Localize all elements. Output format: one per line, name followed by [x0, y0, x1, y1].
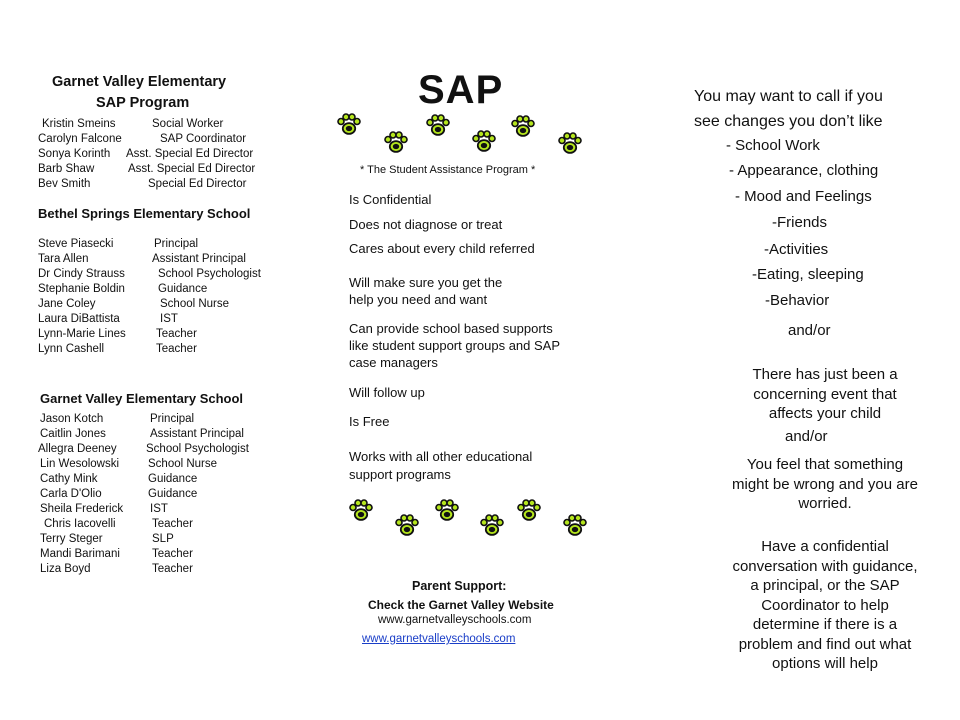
gv-school-title: Garnet Valley Elementary School — [40, 391, 244, 406]
staff-name: Carla D'Olio — [40, 488, 102, 500]
staff-role: Asst. Special Ed Director — [126, 148, 254, 160]
staff-row — [40, 547, 290, 562]
change-item: - Appearance, clothing — [729, 162, 879, 179]
paw-print-icon — [383, 130, 409, 156]
and-or-2: and/or — [785, 428, 828, 445]
staff-name: Lynn-Marie Lines — [38, 328, 126, 340]
staff-role: Principal — [154, 238, 199, 250]
bethel-school-title: Bethel Springs Elementary School — [38, 206, 251, 221]
sap-feature-5c: case managers — [349, 355, 438, 370]
staff-role: SAP Coordinator — [160, 133, 247, 145]
conversation-line: a principal, or the SAP — [750, 577, 900, 594]
sap-feature-6: Will follow up — [349, 385, 425, 400]
paw-print-icon — [434, 498, 460, 524]
change-item: -Eating, sleeping — [752, 266, 864, 283]
sap-title: SAP — [418, 68, 504, 112]
staff-role: School Nurse — [148, 458, 218, 470]
staff-name: Sonya Korinth — [38, 148, 111, 160]
parent-support-url: www.garnetvalleyschools.com — [378, 614, 532, 626]
sap-feature-8: Works with all other educational — [349, 449, 533, 464]
staff-role: IST — [150, 503, 168, 515]
staff-row — [38, 297, 288, 312]
staff-row — [40, 457, 290, 472]
parent-support-link[interactable]: www.garnetvalleyschools.com — [362, 633, 516, 645]
paw-print-icon — [425, 113, 451, 139]
staff-role: Guidance — [148, 488, 198, 500]
staff-role: Asst. Special Ed Director — [128, 163, 256, 175]
staff-row — [40, 502, 290, 517]
staff-role: Assistant Principal — [152, 253, 246, 265]
feeling-line: You feel that something — [746, 456, 904, 473]
staff-role: Teacher — [156, 343, 197, 355]
staff-row — [38, 117, 288, 132]
staff-role: Principal — [150, 413, 195, 425]
paw-print-icon — [394, 513, 420, 539]
staff-role: Guidance — [158, 283, 208, 295]
staff-role: IST — [160, 313, 178, 325]
staff-row — [38, 252, 288, 267]
staff-row — [40, 427, 290, 442]
sap-feature-3: Cares about every child referred — [349, 241, 535, 256]
paw-print-icon — [471, 129, 497, 155]
staff-role: Teacher — [156, 328, 197, 340]
change-item: - Mood and Feelings — [735, 188, 872, 205]
and-or-1: and/or — [788, 322, 831, 339]
staff-name: Chris Iacovelli — [44, 518, 116, 530]
sap-feature-5: Can provide school based supports — [349, 321, 553, 336]
call-intro-line1: You may want to call if you — [694, 88, 883, 105]
staff-row — [38, 162, 288, 177]
staff-row — [38, 147, 288, 162]
staff-name: Steve Piasecki — [38, 238, 114, 250]
gv-staff-list — [40, 412, 290, 577]
staff-row — [38, 342, 288, 357]
staff-name: Carolyn Falcone — [38, 133, 122, 145]
staff-row — [40, 472, 290, 487]
staff-role: Teacher — [152, 518, 193, 530]
staff-role: School Psychologist — [158, 268, 261, 280]
staff-role: Guidance — [148, 473, 198, 485]
change-item: -Activities — [764, 241, 829, 258]
staff-row — [40, 442, 290, 457]
paw-print-icon — [479, 513, 505, 539]
event-line: concerning event that — [753, 385, 897, 403]
sap-feature-4b: help you need and want — [349, 292, 488, 307]
sap-feature-4: Will make sure you get the — [349, 275, 503, 290]
parent-support-title: Parent Support: — [412, 579, 507, 593]
paw-print-icon — [348, 498, 374, 524]
conversation-line: determine if there is a — [752, 616, 898, 633]
staff-name: Jane Coley — [38, 298, 96, 310]
sap-feature-7: Is Free — [349, 414, 390, 429]
staff-row — [38, 282, 288, 297]
staff-row — [38, 237, 288, 252]
staff-name: Terry Steger — [40, 533, 103, 545]
staff-name: Lynn Cashell — [38, 343, 105, 355]
staff-row — [40, 562, 290, 577]
feeling-line: worried. — [798, 495, 852, 512]
staff-name: Kristin Smeins — [42, 118, 116, 130]
staff-row — [40, 487, 290, 502]
staff-row — [38, 327, 288, 342]
staff-name: Liza Boyd — [40, 563, 91, 575]
call-intro-line2: see changes you don’t like — [694, 113, 883, 130]
paw-print-icon — [516, 498, 542, 524]
sap-feature-5b: like student support groups and SAP — [349, 338, 561, 353]
conversation-line: Have a confidential — [761, 538, 889, 555]
staff-row — [38, 267, 288, 282]
event-line: affects your child — [768, 405, 882, 422]
sap-program-title-line2: SAP Program — [96, 95, 190, 111]
conversation-line: conversation with guidance, — [732, 557, 918, 575]
staff-role: Teacher — [152, 563, 193, 575]
staff-name: Cathy Mink — [40, 473, 98, 485]
conversation-line: problem and find out what — [738, 635, 912, 653]
staff-role: Special Ed Director — [148, 178, 247, 190]
event-text — [690, 365, 960, 424]
staff-name: Jason Kotch — [40, 413, 104, 425]
staff-name: Barb Shaw — [38, 163, 95, 175]
staff-row — [40, 532, 290, 547]
staff-row — [38, 132, 288, 147]
change-item: -Friends — [772, 214, 828, 231]
staff-role: Social Worker — [152, 118, 224, 130]
staff-role: School Psychologist — [146, 443, 249, 455]
staff-role: Teacher — [152, 548, 193, 560]
paw-print-icon — [510, 114, 536, 140]
paw-print-icon — [557, 131, 583, 157]
staff-name: Mandi Barimani — [40, 548, 120, 560]
change-item: - School Work — [726, 137, 820, 154]
program-staff-list — [38, 117, 288, 192]
call-intro — [694, 84, 944, 134]
staff-name: Tara Allen — [38, 253, 89, 265]
staff-name: Laura DiBattista — [38, 313, 120, 325]
sap-program-title-line1: Garnet Valley Elementary — [52, 74, 227, 90]
sap-subtitle: * The Student Assistance Program * — [360, 164, 536, 176]
conversation-line: Coordinator to help — [761, 596, 889, 614]
staff-role: School Nurse — [160, 298, 230, 310]
staff-name: Stephanie Boldin — [38, 283, 125, 295]
feeling-line: might be wrong and you are — [732, 475, 918, 493]
sap-feature-2: Does not diagnose or treat — [349, 217, 503, 232]
change-item: -Behavior — [765, 292, 830, 309]
staff-name: Allegra Deeney — [38, 443, 117, 455]
sap-feature-8b: support programs — [349, 467, 451, 482]
paw-print-icon — [336, 112, 362, 138]
event-line: There has just been a — [752, 366, 898, 383]
feeling-text — [690, 455, 960, 514]
conversation-line: options will help — [772, 655, 878, 672]
staff-name: Sheila Frederick — [40, 503, 124, 515]
paw-print-icon — [562, 513, 588, 539]
staff-name: Dr Cindy Strauss — [38, 268, 125, 280]
staff-name: Bev Smith — [38, 178, 91, 190]
staff-role: SLP — [152, 533, 174, 545]
staff-name: Lin Wesolowski — [40, 458, 120, 470]
staff-role: Assistant Principal — [150, 428, 244, 440]
conversation-text — [690, 537, 960, 674]
staff-row — [38, 312, 288, 327]
staff-name: Caitlin Jones — [40, 428, 106, 440]
sap-feature-1: Is Confidential — [349, 192, 432, 207]
staff-row — [40, 517, 290, 532]
staff-row — [40, 412, 290, 427]
staff-row — [38, 177, 288, 192]
bethel-staff-list — [38, 237, 288, 357]
parent-support-subtitle: Check the Garnet Valley Website — [368, 598, 554, 612]
